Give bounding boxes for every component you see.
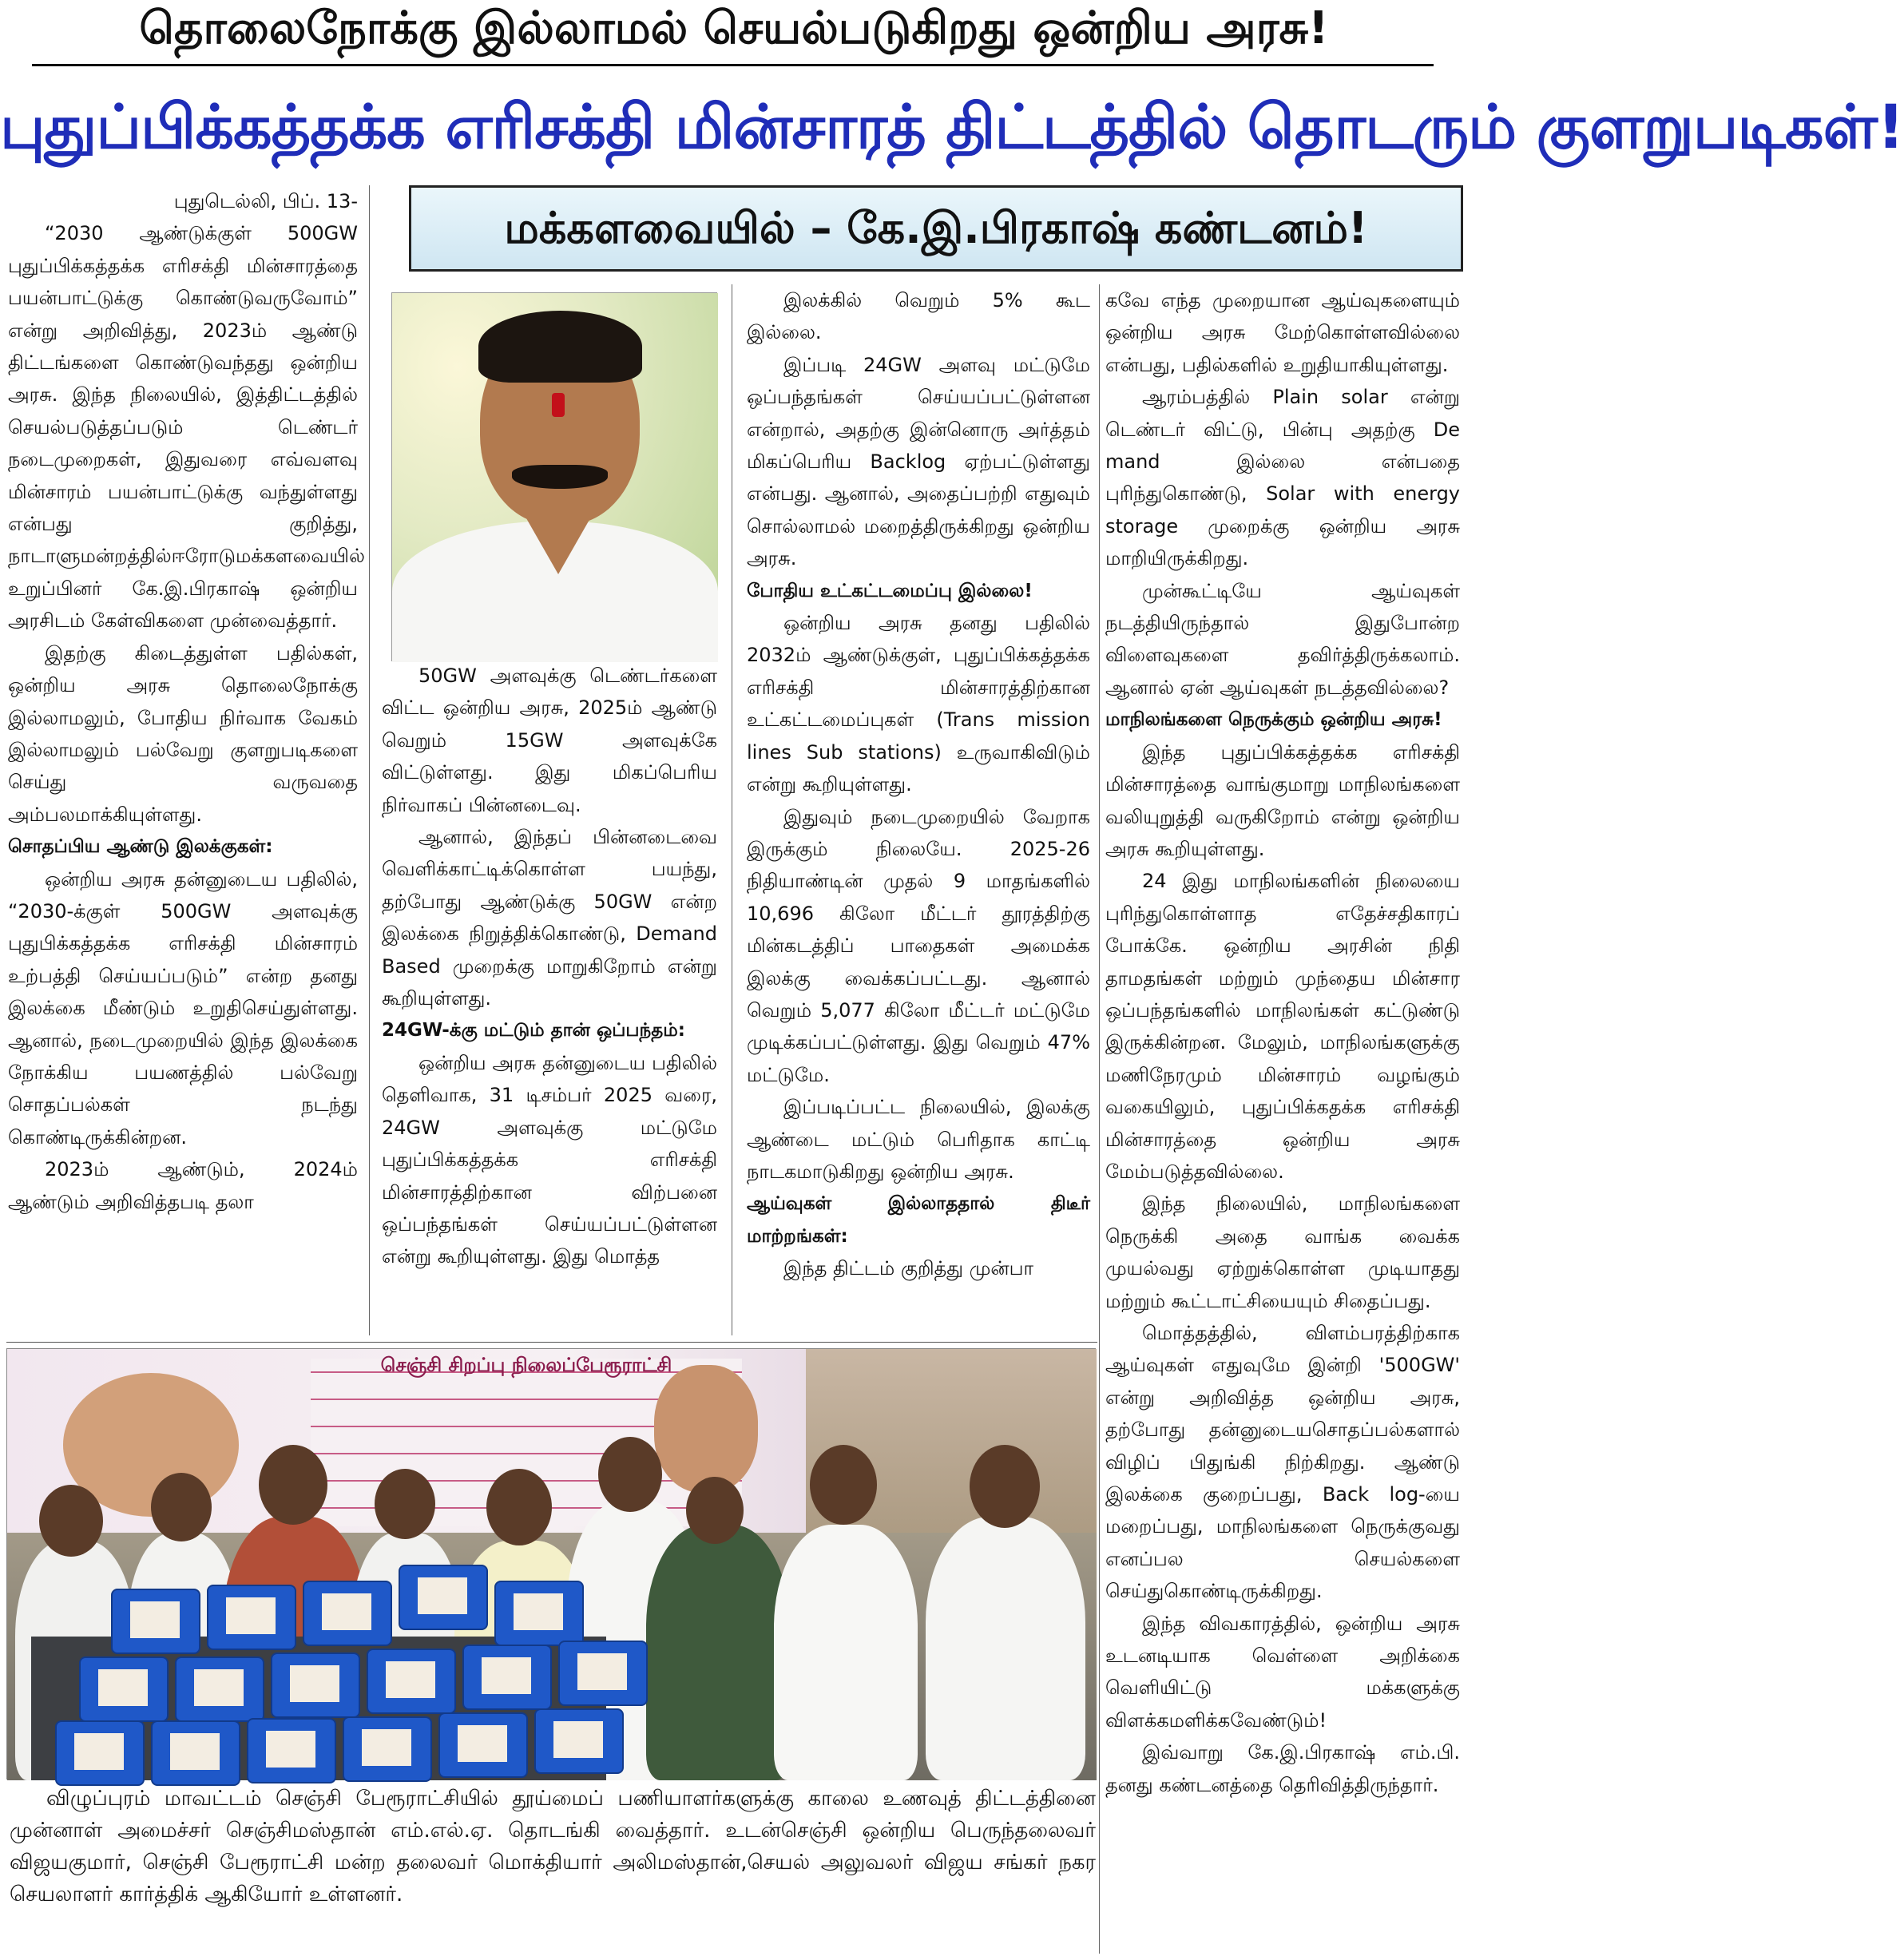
caption-text: விழுப்புரம் மாவட்டம் செஞ்சி பேரூராட்சியில் தூய்மைப் பணியாளர்களுக்கு காலை உணவுத் திட்டத்தினை முன்னாள் அமைச்சர் செஞ்சிமஸ்தான் எம்.எல்.ஏ. தொடங்கி வைத்தார். உடன்செஞ்சி ஒன்றிய பெருந்தலைவர் விஜயகுமார், செஞ்சி பேரூராட்சி மன்ற தலைவர் மொக்தியார் அலிமஸ்தான்,செயல் அலுவலர் விஜய சங்கர் நகர செயலாளர் கார்த்திக் ஆகியோர் உள்ளனர். [10,1787,1096,1906]
paragraph: இந்த திட்டம் குறித்து முன்பா [783,1257,1034,1280]
article-column-1 [8,185,365,1218]
paragraph: மொத்தத்தில், விளம்பரத்திற்காக ஆய்வுகள் எதுவுமே இன்றி '500GW' என்று அறிவித்த ஒன்றிய அரசு, தற்போது தன்னுடையசொதப்பல்களால் விழிப் பிதுங்கி நிற்கிறது. ஆண்டு இலக்கை குறைப்பது, Back log-யை மறைப்பது, மாநிலங்களை நெருக்குவது எனப்பல செயல்களை செய்துகொண்டிருக்கிறது. [1105,1322,1460,1603]
portrait-photo [391,292,717,661]
headline-main: புதுப்பிக்கத்தக்க எரிசக்தி மின்சாரத் திட்டத்தில் தொடரும் குளறுபடிகள்! [0,91,1904,162]
paragraph: இலக்கில் வெறும் 5% கூட இல்லை. [747,289,1090,344]
section-divider [6,1342,1097,1343]
article-column-4 [1105,284,1460,1801]
dateline: புதுடெல்லி, பிப். 13- [173,190,358,212]
subheading: சொதப்பிய ஆண்டு இலக்குகள்: [8,836,273,858]
paragraph: 24 இது மாநிலங்களின் நிலையை புரிந்துகொள்ளாத எதேச்சதிகாரப் போக்கே. ஒன்றிய அரசின் நிதி தாமதங்கள் மற்றும் முந்தைய மின்சார ஒப்பந்தங்களில் மாநிலங்கள் கட்டுண்டு இருக்கின்றன. மேலும், மாநிலங்களுக்கு மணிநேரமும் மின்சாரம் வழங்கும் வகையிலும், புதுப்பிக்கதக்க எரிசக்தி மின்சாரத்தை ஒன்றிய அரசு மேம்படுத்தவில்லை. [1105,870,1460,1183]
subheading: ஆய்வுகள் இல்லாததால் திடீர் மாற்றங்கள்: [747,1193,1090,1247]
subheading: மாநிலங்களை நெருக்கும் ஒன்றிய அரசு! [1105,709,1442,731]
paragraph: ஒன்றிய அரசு தனது பதிலில் 2032ம் ஆண்டுக்குள், புதுப்பிக்கத்தக்க எரிசக்தி மின்சாரத்திற்கான உட்கட்டமைப்புகள் (Trans mission lines Sub stations) உருவாகிவிடும் என்று கூறியுள்ளது. [747,612,1090,796]
paragraph: ஆரம்பத்தில் Plain solar என்று டெண்டர் விட்டு, பின்பு அதற்கு De mand இல்லை என்பதை புரிந்துகொண்டு, Solar with energy storage முறைக்கு ஒன்றிய அரசு மாறியிருக்கிறது. [1105,386,1460,570]
article-column-2 [382,660,717,1273]
banner-title: செஞ்சி சிறப்பு நிலைப்பேரூராட்சி [380,1354,672,1376]
paragraph: இவ்வாறு கே.இ.பிரகாஷ் எம்.பி. தனது கண்டனத்தை தெரிவித்திருந்தார். [1105,1741,1460,1796]
paragraph: ஒன்றிய அரசு தன்னுடைய பதிலில், “2030-க்குள் 500GW அளவுக்கு புதுபிக்கத்தக்க எரிசக்தி மின்சாரம் உற்பத்தி செய்யப்படும்” என்ற தனது இலக்கை மீண்டும் உறுதிசெய்துள்ளது. ஆனால், நடைமுறையில் இந்த இலக்கை நோக்கிய பயணத்தில் பல்வேறு சொதப்பல்கள் நடந்து கொண்டிருக்கின்றன. [8,867,358,1149]
paragraph: இதற்கு கிடைத்துள்ள பதில்கள், ஒன்றிய அரசு தொலைநோக்கு இல்லாமலும், போதிய நிர்வாக வேகம் இல்லாமலும் பல்வேறு குளறுபடிகளை செய்து வருவதை அம்பலமாக்கியுள்ளது. [8,641,358,826]
paragraph: கவே எந்த முறையான ஆய்வுகளையும் ஒன்றிய அரசு மேற்கொள்ளவில்லை என்பது, பதில்களில் உறுதியாகியுள்ளது. [1105,289,1460,376]
paragraph: முன்கூட்டியே ஆய்வுகள் நடத்தியிருந்தால் இதுபோன்ற விளைவுகளை தவிர்த்திருக்கலாம். ஆனால் ஏன் ஆய்வுகள் நடத்தவில்லை? [1105,579,1460,699]
paragraph: ஒன்றிய அரசு தன்னுடைய பதிலில் தெளிவாக, 31 டிசம்பர் 2025 வரை, 24GW அளவுக்கு மட்டுமே புதுப்பிக்கத்தக்க எரிசக்தி மின்சாரத்திற்கான விற்பனை ஒப்பந்தங்கள் செய்யப்பட்டுள்ளன என்று கூறியுள்ளது. இது மொத்த [382,1051,717,1268]
article-column-3 [747,284,1090,1285]
event-photo [6,1348,1096,1779]
paragraph: இந்த விவகாரத்தில், ஒன்றிய அரசு உடனடியாக வெள்ளை அறிக்கை வெளியிட்டு மக்களுக்கு விளக்கமளிக்கவேண்டும்! [1105,1612,1460,1732]
column-divider [1099,284,1100,1954]
paragraph: இப்படி 24GW அளவு மட்டுமே ஒப்பந்தங்கள் செய்யப்பட்டுள்ளன என்றால், அதற்கு இன்னொரு அர்த்தம் மிகப்பெரிய Backlog ஏற்பட்டுள்ளது என்பது. ஆனால், அதைப்பற்றி எதுவும் சொல்லாமல் மறைத்திருக்கிறது ஒன்றிய அரசு. [747,353,1090,570]
paragraph: 2023ம் ஆண்டும், 2024ம் ஆண்டும் அறிவித்தபடி தலா [8,1158,358,1213]
subheading: 24GW-க்கு மட்டும் தான் ஒப்பந்தம்: [382,1020,685,1041]
photo-caption [10,1783,1096,1910]
paragraph: இந்த நிலையில், மாநிலங்களை நெருக்கி அதை வாங்க வைக்க முயல்வது ஏற்றுக்கொள்ள முடியாதது மற்றும் கூட்டாட்சியையும் சிதைப்பது. [1105,1192,1460,1312]
column-divider [369,185,370,1335]
headline-top: தொலைநோக்கு இல்லாமல் செயல்படுகிறது ஒன்றிய அரசு! [139,2,1329,54]
paragraph: 50GW அளவுக்கு டெண்டர்களை விட்ட ஒன்றிய அரசு, 2025ம் ஆண்டு வெறும் 15GW அளவுக்கே விட்டுள்ளது. இது மிகப்பெரிய நிர்வாகப் பின்னடைவு. [382,665,717,816]
paragraph: இதுவும் நடைமுறையில் வேறாக இருக்கும் நிலையே. 2025-26 நிதியாண்டின் முதல் 9 மாதங்களில் 10,696 கிலோ மீட்டர் தூரத்திற்கு மின்கடத்திப் பாதைகள் அமைக்க இலக்கு வைக்கப்பட்டது. ஆனால் வெறும் 5,077 கிலோ மீட்டர் மட்டுமே முடிக்கப்பட்டுள்ளது. இது வெறும் 47% மட்டுமே. [747,805,1090,1086]
paragraph: ஆனால், இந்தப் பின்னடைவை வெளிக்காட்டிக்கொள்ள பயந்து, தற்போது ஆண்டுக்கு 50GW என்ற இலக்கை நிறுத்திக்கொண்டு, Demand Based முறைக்கு மாறுகிறோம் என்று கூறியுள்ளது. [382,826,717,1010]
paragraph: இப்படிப்பட்ட நிலையில், இலக்கு ஆண்டை மட்டும் பெரிதாக காட்டி நாடகமாடுகிறது ஒன்றிய அரசு. [747,1096,1090,1183]
subheading: போதிய உட்கட்டமைப்பு இல்லை! [747,580,1033,601]
headline-divider [32,64,1434,66]
paragraph: “2030 ஆண்டுக்குள் 500GW புதுப்பிக்கத்தக்க எரிசக்தி மின்சாரத்தை பயன்பாட்டுக்கு கொண்டுவருவோம்” என்று அறிவித்து, 2023ம் ஆண்டு திட்டங்களை கொண்டுவந்தது ஒன்றிய அரசு. இந்த நிலையில், இத்திட்டத்தில் செயல்படுத்தப்படும் டெண்டர் நடைமுறைகள், இதுவரை எவ்வளவு மின்சாரம் பயன்பாட்டுக்கு வந்துள்ளது என்பது குறித்து, நாடாளுமன்றத்தில்ஈரோடுமக்களவையில் உறுப்பினர் கே.இ.பிரகாஷ் ஒன்றிய அரசிடம் கேள்விகளை முன்வைத்தார். [8,222,365,633]
subheadline-box: மக்களவையில் – கே.இ.பிரகாஷ் கண்டனம்! [409,185,1463,272]
paragraph: இந்த புதுப்பிக்கத்தக்க எரிசக்தி மின்சாரத்தை வாங்குமாறு மாநிலங்களை வலியுறுத்தி வருகிறோம் என்று ஒன்றிய அரசு கூறியுள்ளது. [1105,740,1460,860]
